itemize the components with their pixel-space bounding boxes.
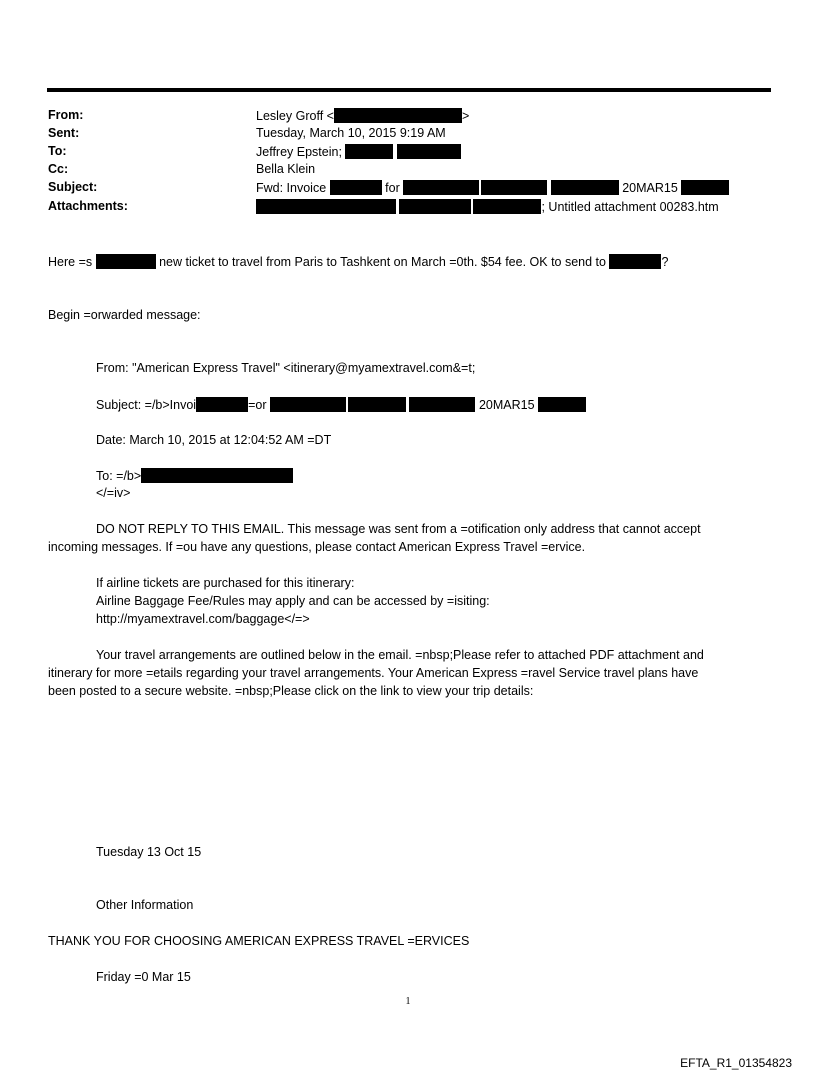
to-value xyxy=(256,144,461,159)
redaction-box xyxy=(681,180,729,195)
from-close: > xyxy=(461,109,470,123)
redaction-box xyxy=(481,180,547,195)
redaction-box xyxy=(399,199,471,214)
subject-value xyxy=(256,180,729,195)
from-name: Lesley Groff < xyxy=(256,109,334,123)
redaction-box xyxy=(409,397,475,412)
redaction-box xyxy=(538,397,586,412)
cc-value: Bella Klein xyxy=(256,162,316,176)
attachments-value xyxy=(256,199,719,214)
redaction-box xyxy=(96,254,156,269)
fwd-to-label: To: =/b> xyxy=(96,469,142,483)
redaction-box xyxy=(345,144,393,159)
redaction-box xyxy=(609,254,661,269)
redaction-box xyxy=(256,199,396,214)
subject-label: Subject: xyxy=(48,180,98,194)
cc-label: Cc: xyxy=(48,162,69,176)
attachments-tail: ; Untitled attachment 00283.htm xyxy=(541,200,719,214)
redaction-box xyxy=(551,180,619,195)
attachments-label: Attachments: xyxy=(48,199,128,213)
redaction-box xyxy=(334,108,462,123)
redaction-box xyxy=(330,180,382,195)
date-line-2: Friday =0 Mar 15 xyxy=(96,970,191,984)
travel-line-2: itinerary for more =etails regarding your travel arrangements. Your American Express =ravel Service travel plans have xyxy=(48,666,699,680)
redaction-box xyxy=(348,397,406,412)
fwd-subject-date: 20MAR15 xyxy=(478,398,535,412)
redaction-box xyxy=(473,199,541,214)
fwd-div-close: </=iv> xyxy=(96,486,131,500)
airline-line-2: Airline Baggage Fee/Rules may apply and can be accessed by =isiting: xyxy=(96,594,490,608)
fwd-subject-prefix: Subject: =/b>Invoi xyxy=(96,398,197,412)
sent-value: Tuesday, March 10, 2015 9:19 AM xyxy=(256,126,446,140)
document-id: EFTA_R1_01354823 xyxy=(680,1056,792,1070)
subject-for: for xyxy=(385,181,400,195)
redaction-box xyxy=(141,468,293,483)
other-information: Other Information xyxy=(96,898,194,912)
redaction-box xyxy=(403,180,479,195)
fwd-subject xyxy=(96,397,586,412)
redaction-box xyxy=(270,397,346,412)
page-number: 1 xyxy=(405,996,411,1007)
donotreply-line-1: DO NOT REPLY TO THIS EMAIL. This message was sent from a =otification only address that cannot accept xyxy=(96,522,701,536)
date-line-1: Tuesday 13 Oct 15 xyxy=(96,845,202,859)
travel-line-3: been posted to a secure website. =nbsp;Please click on the link to view your trip details: xyxy=(48,684,534,698)
thank-you-line: THANK YOU FOR CHOOSING AMERICAN EXPRESS TRAVEL =ERVICES xyxy=(48,934,470,948)
intro-mid: new ticket to travel from Paris to Tashkent on March =0th. $54 fee. OK to send to xyxy=(159,255,606,269)
subject-date: 20MAR15 xyxy=(622,181,678,195)
intro-end: ? xyxy=(661,255,669,269)
donotreply-line-2: incoming messages. If =ou have any questions, please contact American Express Travel =ervice. xyxy=(48,540,586,554)
from-value xyxy=(256,108,469,123)
intro-pre: Here =s xyxy=(48,255,93,269)
to-label: To: xyxy=(48,144,67,158)
to-name: Jeffrey Epstein; xyxy=(256,145,342,159)
begin-forwarded: Begin =orwarded message: xyxy=(48,308,201,322)
airline-line-3: http://myamextravel.com/baggage</=> xyxy=(96,612,310,626)
sent-label: Sent: xyxy=(48,126,80,140)
redaction-box xyxy=(196,397,248,412)
fwd-to xyxy=(96,468,293,483)
travel-line-1: Your travel arrangements are outlined below in the email. =nbsp;Please refer to attached PDF attachment and xyxy=(96,648,704,662)
fwd-subject-for: =or xyxy=(248,398,267,412)
redaction-box xyxy=(397,144,461,159)
intro-line xyxy=(48,254,668,269)
fwd-date: Date: March 10, 2015 at 12:04:52 AM =DT xyxy=(96,433,332,447)
header-rule xyxy=(47,88,771,92)
from-label: From: xyxy=(48,108,84,122)
airline-line-1: If airline tickets are purchased for this itinerary: xyxy=(96,576,355,590)
fwd-from: From: "American Express Travel" <itinerary@myamextravel.com&=t; xyxy=(96,361,476,375)
subject-prefix: Fwd: Invoice xyxy=(256,181,327,195)
